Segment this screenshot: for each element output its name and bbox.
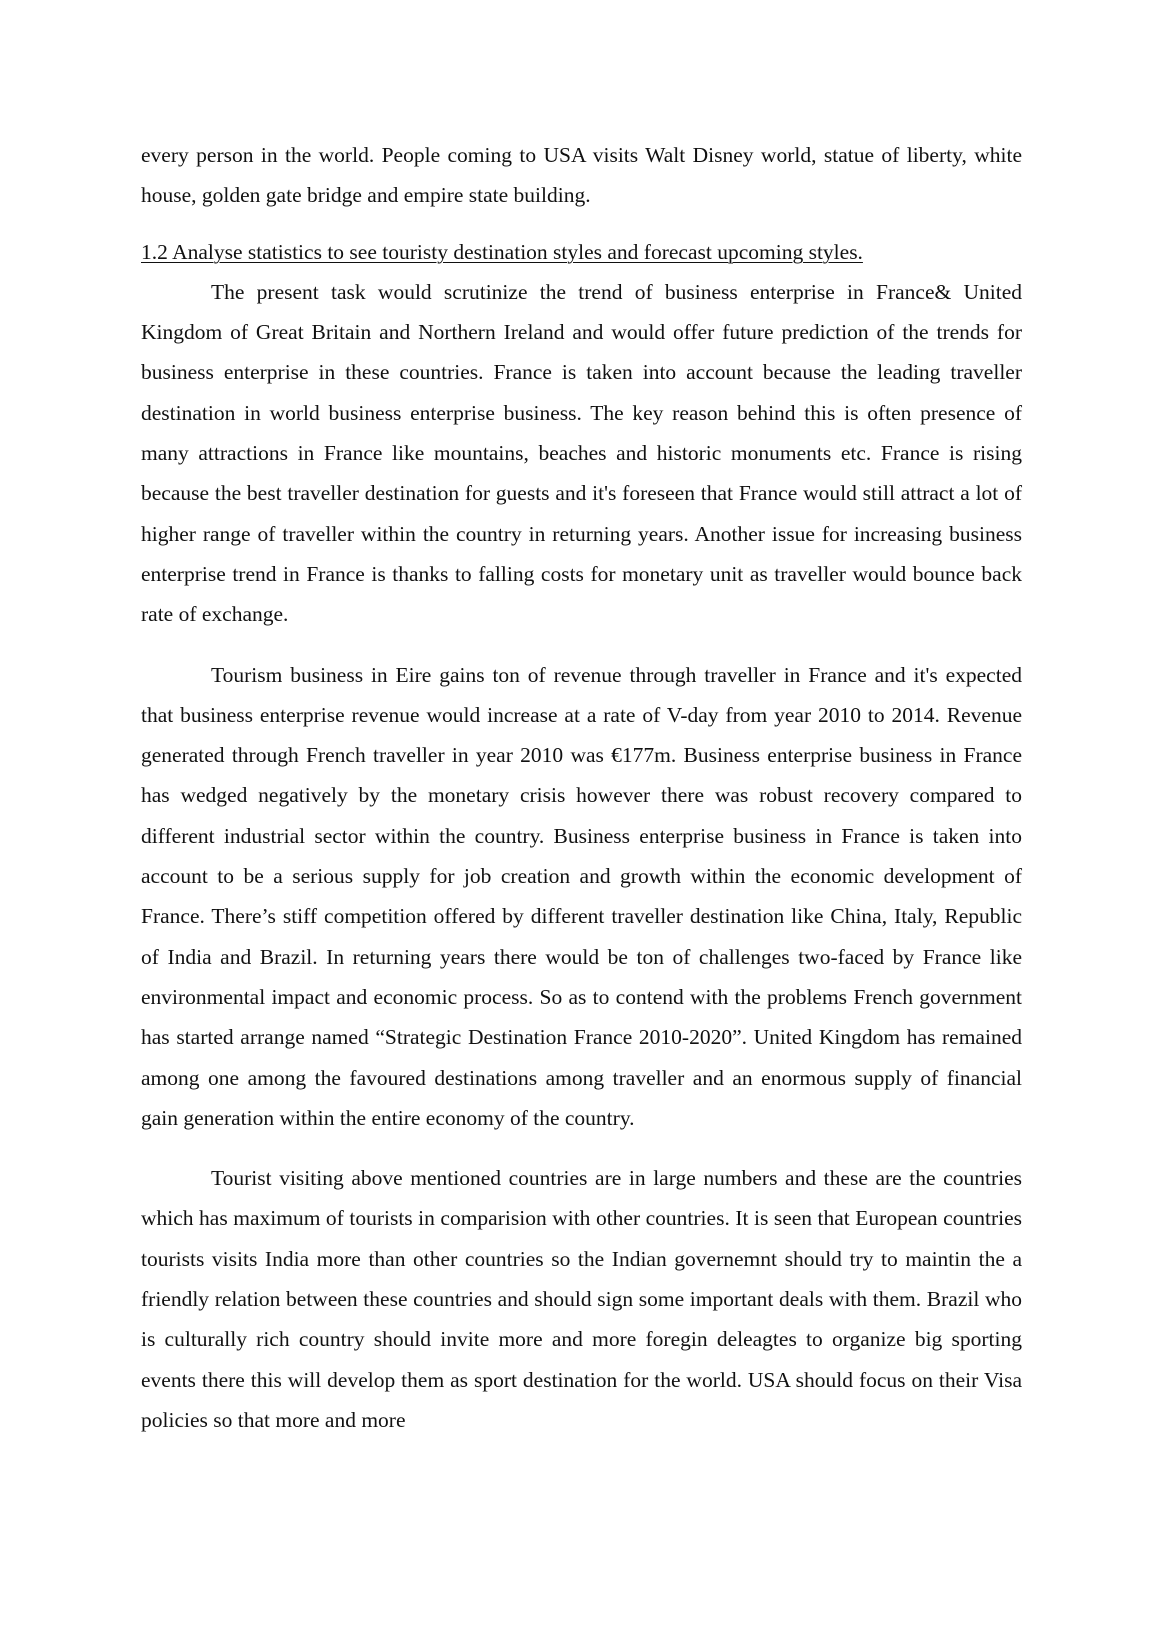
body-paragraph-3: Tourist visiting above mentioned countries are in large numbers and these are the countries which has maximum of tourists in comparision with other countries. It is seen that European countries tourists visits India more than other countries so the Indian governemnt should try to maintin the a friendly relation between these countries and should sign some important deals with them. Brazil who is culturally rich country should invite more and more foregin deleagtes to organize big sporting events there this will develop them as sport destination for the world. USA should focus on their Visa policies so that more and more — [141, 1166, 1022, 1432]
body-paragraph-1: The present task would scrutinize the trend of business enterprise in France& United Kingdom of Great Britain and Northern Ireland and would offer future prediction of the trends for business enterprise in these countries. France is taken into account because the leading traveller destination in world business enterprise business. The key reason behind this is often presence of many attractions in France like mountains, beaches and historic monuments etc. France is rising because the best traveller destination for guests and it's foreseen that France would still attract a lot of higher range of traveller within the country in returning years. Another issue for increasing business enterprise trend in France is thanks to falling costs for monetary unit as traveller would bounce back rate of exchange. — [141, 279, 1022, 627]
section-heading: 1.2 Analyse statistics to see touristy destination styles and forecast upcoming styles. — [141, 239, 863, 264]
document-body — [141, 135, 1022, 1440]
continuation-paragraph: every person in the world. People coming to USA visits Walt Disney world, statue of liberty, white house, golden gate bridge and empire state building. — [141, 143, 1022, 208]
body-paragraph-2: Tourism business in Eire gains ton of revenue through traveller in France and it's expected that business enterprise revenue would increase at a rate of V-day from year 2010 to 2014. Revenue generated through French traveller in year 2010 was €177m. Business enterprise business in France has wedged negatively by the monetary crisis however there was robust recovery compared to different industrial sector within the country. Business enterprise business in France is taken into account to be a serious supply for job creation and growth within the economic development of France. There’s stiff competition offered by different traveller destination like China, Italy, Republic of India and Brazil. In returning years there would be ton of challenges two-faced by France like environmental impact and economic process. So as to contend with the problems French government has started arrange named “Strategic Destination France 2010-2020”. United Kingdom has remained among one among the favoured destinations among traveller and an enormous supply of financial gain generation within the entire economy of the country. — [141, 662, 1022, 1130]
